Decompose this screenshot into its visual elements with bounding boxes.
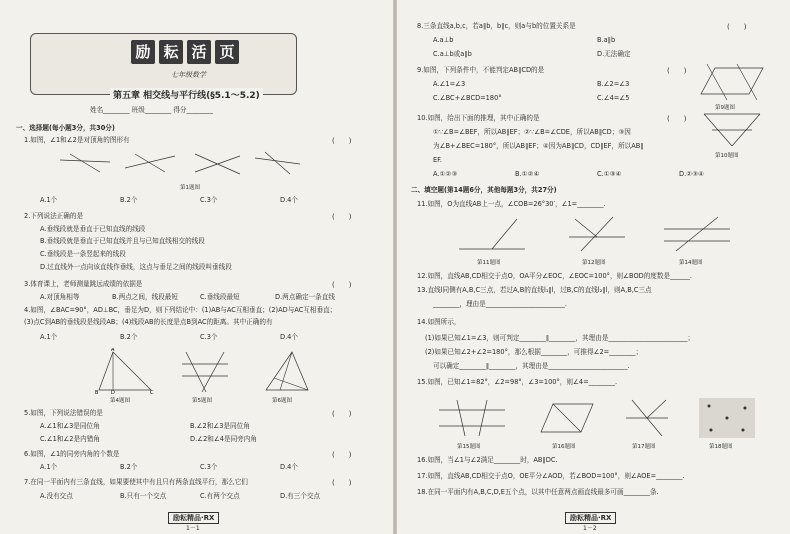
option-d: D.4个	[280, 333, 298, 341]
option-d: C.∠4=∠5	[597, 94, 630, 102]
option-c: C.a⊥b或a∥b	[433, 50, 472, 58]
page-number: 1－2	[583, 525, 597, 532]
option-a: A.垂线段就是垂直于已知直线的线段	[40, 225, 146, 233]
question-16: 16.如图，当∠1与∠2满足________时，AB∥DC.	[417, 456, 558, 464]
option-c: C.3个	[200, 463, 218, 471]
answer-bracket: ( )	[727, 23, 747, 31]
figure-caption: 第14题图	[679, 260, 703, 266]
figure-caption: 第18题图	[709, 444, 733, 450]
svg-text:C: C	[150, 390, 154, 394]
q5-diagram	[180, 350, 230, 394]
question-10-line1: 10.如图，给出下面的推理，其中正确的是	[417, 114, 540, 122]
option-a: A.1个	[40, 196, 58, 204]
title-char: 活	[187, 40, 211, 64]
question-8: 8.三条直线a,b,c，若a∥b，b∥c，则a与b的位置关系是	[417, 22, 576, 30]
option-d: D.无法确定	[597, 50, 631, 58]
question-15: 15.如图，已知∠1=82°，∠2=98°，∠3=100°，则∠4=________.	[417, 378, 618, 386]
question-13-line1: 13.直线l同侧有A,B,C三点，若过A,B的直线l₁∥l，过B,C的直线l₂∥l，则A,B,C三点	[417, 286, 652, 294]
option-d: D.过直线外一点向该直线作垂线，这点与垂足之间的线段叫垂线段	[40, 263, 232, 271]
answer-bracket: ( )	[332, 479, 352, 487]
answer-bracket: ( )	[332, 281, 352, 289]
question-12: 12.如图，直线AB,CD相交于点O，OA平分∠EOC，∠EOC=100°，则∠BOD的度数是______.	[417, 272, 692, 280]
question-10-line4: EF.	[433, 156, 442, 164]
answer-bracket: ( )	[332, 410, 352, 418]
question-14-part1: (1)如果已知∠1=∠3，则可判定________∥________，其理由是________________________；	[425, 334, 695, 342]
question-14: 14.如图所示，	[417, 318, 461, 326]
option-a: A.1个	[40, 463, 58, 471]
answer-bracket: ( )	[332, 451, 352, 459]
q10-diagram	[702, 110, 762, 148]
option-b: B.垂线段就是垂直于已知直线并且与已知直线相交的线段	[40, 237, 205, 245]
svg-text:B: B	[95, 390, 99, 394]
option-c: C.3个	[200, 196, 218, 204]
question-17: 17.如图，直线AB,CD相交于点O，OE平分∠AOD，若∠BOD=100°，则∠AOE=________.	[417, 472, 685, 480]
title-char: 耘	[159, 40, 183, 64]
page-number: 1－1	[186, 525, 200, 532]
q9-diagram	[697, 62, 767, 102]
option-a: A.a⊥b	[433, 36, 454, 44]
question-4-line2: (3)点C到AB的垂线段是线段AB；(4)线段AB的长度是点B到AC的距离。其中正确的有	[24, 318, 273, 326]
option-b: B.∠2=∠3	[597, 80, 630, 88]
option-d: D.有三个交点	[280, 492, 321, 500]
question-1: 1.如图，∠1和∠2是对顶角的图形有	[24, 136, 130, 144]
q4-diagram	[95, 348, 155, 394]
option-a: A.对顶角相等	[40, 293, 80, 301]
q14-diagram	[662, 213, 732, 253]
grade-label: 七年级数学	[171, 71, 206, 79]
figure-caption: 第10题图	[715, 153, 739, 159]
section-heading: 一、选择题(每小题3分，共30分)	[16, 124, 115, 132]
q11-diagram	[457, 215, 527, 255]
question-9: 9.如图，下列条件中，不能判定AB∥CD的是	[417, 66, 545, 74]
chapter-title: 第五章 相交线与平行线(§5.1～5.2)	[110, 88, 263, 101]
option-b: B.2个	[120, 333, 138, 341]
option-a: A.①②③	[433, 170, 458, 178]
question-7: 7.在同一平面内有三条直线，如果要使其中有且只有两条直线平行，那么它们	[24, 478, 248, 486]
figure-caption: 第16题图	[552, 444, 576, 450]
figure-caption: 第4题图	[110, 398, 130, 404]
q17-diagram	[622, 396, 672, 440]
option-a: A.∠1和∠3是同位角	[40, 422, 100, 430]
question-18: 18.在同一平面内有A,B,C,D,E五个点，以其中任意两点画直线最多可画________条.	[417, 488, 659, 496]
name-class-score-line: 姓名________ 班级________ 得分________	[90, 106, 213, 114]
question-4-line1: 4.如图，∠BAC=90°，AD⊥BC，垂足为D，则下列结论中：(1)AB与AC互相垂直；(2)AD与AC互相垂直；	[24, 306, 337, 314]
answer-bracket: ( )	[332, 213, 352, 221]
option-d: D.∠2和∠4是同旁内角	[190, 435, 257, 443]
option-a: A.没有交点	[40, 492, 73, 500]
q15-diagram	[437, 398, 507, 438]
option-b: B.a∥b	[597, 36, 616, 44]
option-d: D.4个	[280, 463, 298, 471]
q12-diagram	[567, 213, 627, 253]
option-b: B.只有一个交点	[120, 492, 167, 500]
answer-bracket: ( )	[667, 115, 687, 123]
question-10-line3: 为∠B+∠BEC=180°，所以AB∥EF；④因为AB∥CD，CD∥EF，所以AB∥	[433, 142, 644, 150]
question-14-part3: 可以确定________∥________，其理由是________________________.	[433, 362, 630, 370]
option-d: D.4个	[280, 196, 298, 204]
title-char: 励	[131, 40, 155, 64]
option-a: A.1个	[40, 333, 58, 341]
q6-diagram	[262, 350, 312, 394]
right-page	[397, 0, 790, 534]
question-3: 3.体育课上，老师测量跳远成绩的依据是	[24, 280, 143, 288]
question-5: 5.如图，下列说法错误的是	[24, 409, 103, 417]
svg-text:A: A	[111, 348, 115, 353]
option-c: C.3个	[200, 333, 218, 341]
answer-bracket: ( )	[332, 137, 352, 145]
option-d: D.两点确定一条直线	[275, 293, 335, 301]
option-c: C.垂线段最短	[200, 293, 240, 301]
figure-caption: 第15题图	[457, 444, 481, 450]
option-c: C.∠BC+∠BCD=180°	[433, 94, 502, 102]
option-b: B.2个	[120, 463, 138, 471]
answer-bracket: ( )	[667, 67, 687, 75]
section-heading: 二、填空题(第14题6分，其他每题3分，共27分)	[411, 186, 557, 194]
question-11: 11.如图，O为直线AB上一点，∠COB=26°30′，∠1=________.	[417, 200, 606, 208]
title-char: 页	[215, 40, 239, 64]
option-b: B.①②④	[515, 170, 540, 178]
question-2: 2.下列说法正确的是	[24, 212, 84, 220]
figure-caption: 第9题图	[715, 105, 735, 111]
figure-caption: 第11题图	[477, 260, 501, 266]
left-page	[0, 0, 393, 534]
figure-caption: 第6题图	[272, 398, 292, 404]
figure-caption: 第1题图	[180, 185, 200, 191]
title-frame	[30, 33, 297, 95]
option-b: B.∠2和∠3是同位角	[190, 422, 250, 430]
option-d: D.②③④	[679, 170, 704, 178]
option-a: A.∠1=∠3	[433, 80, 466, 88]
question-10-line2: ①∵∠B=∠BEF，所以AB∥EF；②∵∠B=∠CDE，所以AB∥CD；③因	[433, 128, 631, 136]
brand-label: 励耘精品·RX	[168, 512, 219, 524]
figure-caption: 第12题图	[582, 260, 606, 266]
q16-diagram	[537, 398, 597, 438]
q1-diagram	[55, 148, 305, 180]
question-6: 6.如图，∠1的同旁内角的个数是	[24, 450, 120, 458]
svg-text:D: D	[111, 390, 115, 394]
option-b: B.两点之间，线段最短	[112, 293, 178, 301]
option-b: B.2个	[120, 196, 138, 204]
question-14-part2: (2)如果已知∠2+∠2=180°，那么根据________，可推得∠2=________；	[425, 348, 643, 356]
brand-label: 励耘精品·RX	[565, 512, 616, 524]
option-c: C.有两个交点	[200, 492, 240, 500]
q18-diagram	[697, 396, 757, 440]
option-c: C.∠1和∠2是内错角	[40, 435, 100, 443]
figure-caption: 第5题图	[192, 398, 212, 404]
option-c: C.①③④	[597, 170, 622, 178]
figure-caption: 第17题图	[632, 444, 656, 450]
question-13-line2: ________，理由是________________________.	[433, 300, 567, 308]
option-c: C.垂线段是一条竖起来的线段	[40, 250, 126, 258]
